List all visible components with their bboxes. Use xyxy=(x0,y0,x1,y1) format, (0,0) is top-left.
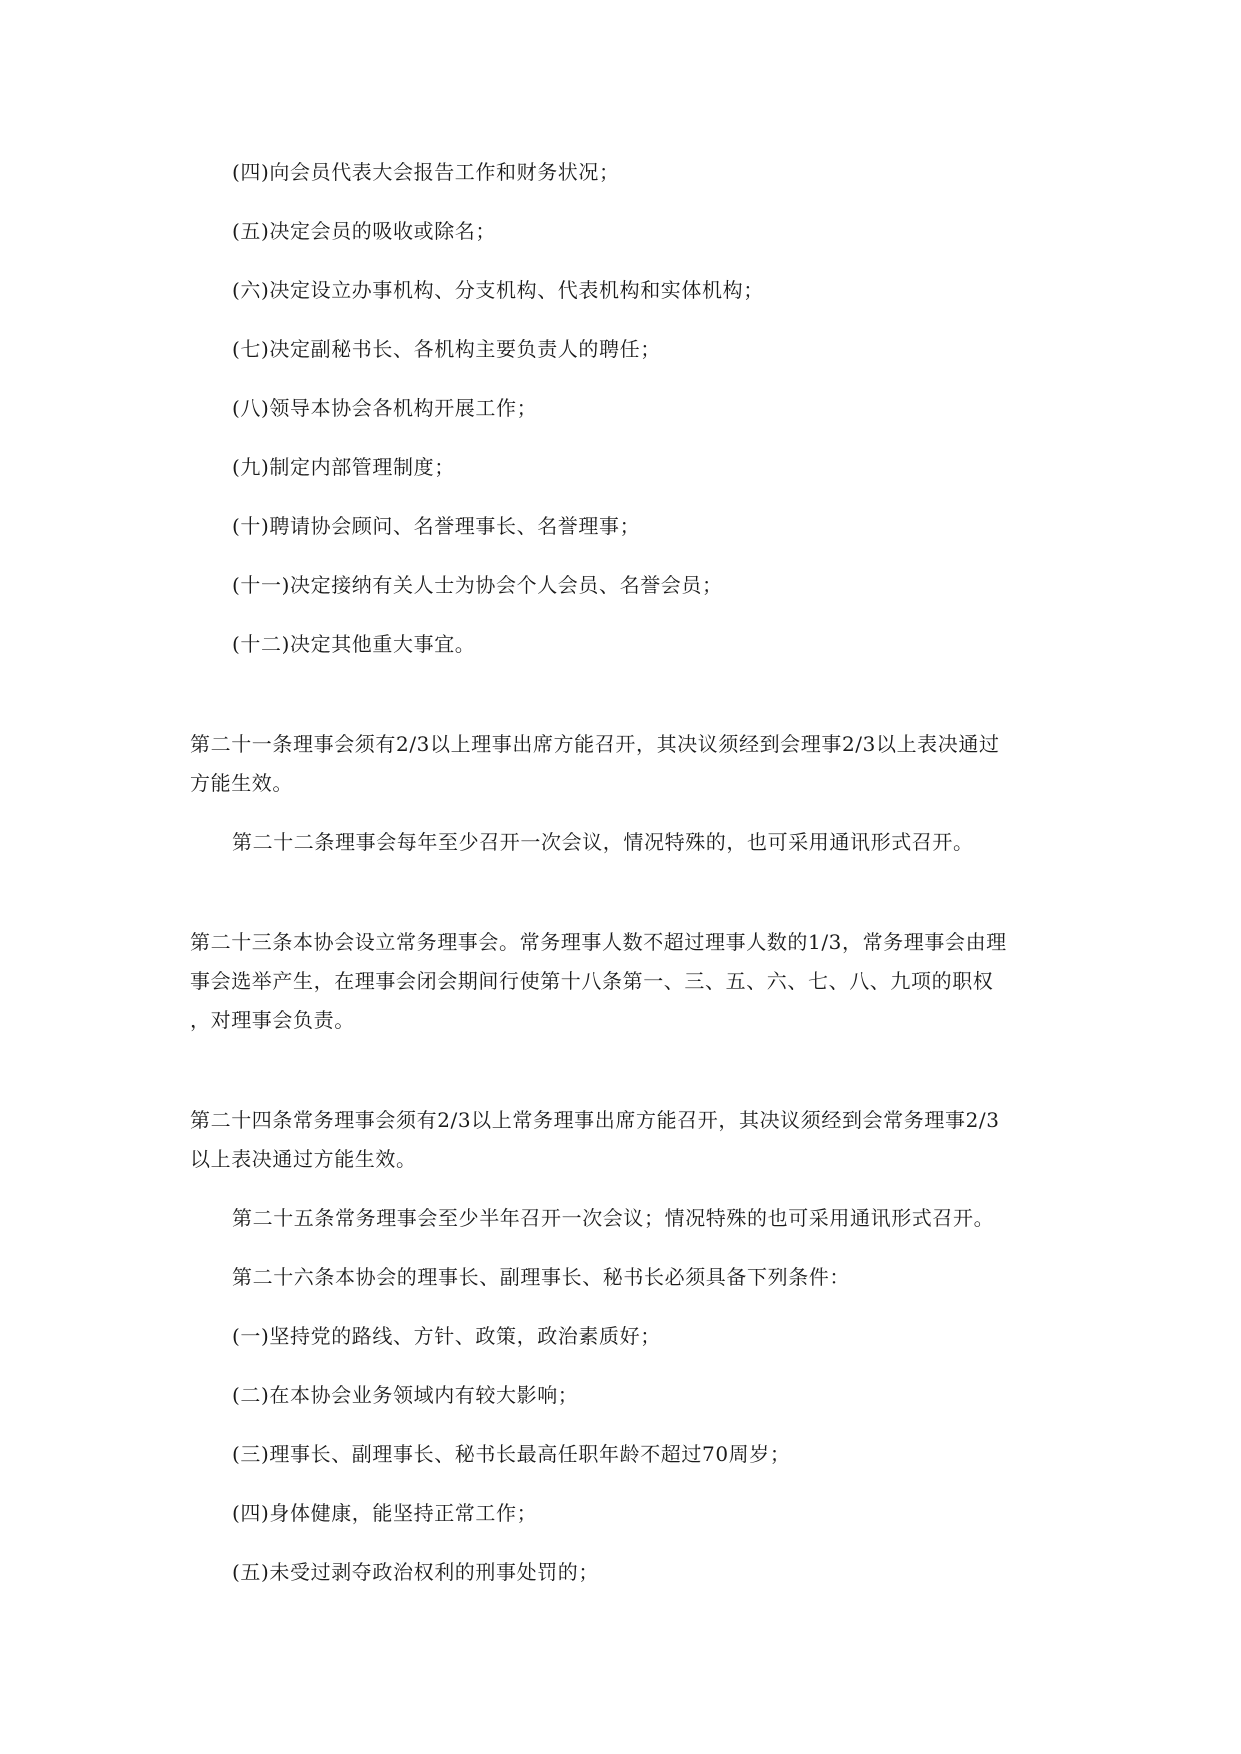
list-item-9: (九)制定内部管理制度； xyxy=(232,455,455,479)
list-item-7: (七)决定副秘书长、各机构主要负责人的聘任； xyxy=(232,337,661,361)
article-23-line-1: 第二十三条本协会设立常务理事会。常务理事人数不超过理事人数的1/3，常务理事会由理 xyxy=(190,930,1007,954)
condition-item-1: (一)坚持党的路线、方针、政策，政治素质好； xyxy=(232,1324,661,1348)
list-item-6: (六)决定设立办事机构、分支机构、代表机构和实体机构； xyxy=(232,278,764,302)
list-item-12: (十二)决定其他重大事宜。 xyxy=(232,632,476,656)
list-item-8: (八)领导本协会各机构开展工作； xyxy=(232,396,538,420)
condition-item-2: (二)在本协会业务领域内有较大影响； xyxy=(232,1383,579,1407)
article-24-line-1: 第二十四条常务理事会须有2/3以上常务理事出席方能召开，其决议须经到会常务理事2/3 xyxy=(190,1108,1000,1132)
article-23-line-2: 事会选举产生，在理事会闭会期间行使第十八条第一、三、五、六、七、八、九项的职权 xyxy=(190,969,994,993)
article-23-line-3: ，对理事会负责。 xyxy=(190,1008,355,1032)
list-item-4: (四)向会员代表大会报告工作和财务状况； xyxy=(232,160,620,184)
article-21-line-2: 方能生效。 xyxy=(190,771,293,795)
list-item-10: (十)聘请协会顾问、名誉理事长、名誉理事； xyxy=(232,514,641,538)
article-25: 第二十五条常务理事会至少半年召开一次会议；情况特殊的也可采用通讯形式召开。 xyxy=(232,1206,995,1230)
condition-item-3: (三)理事长、副理事长、秘书长最高任职年龄不超过70周岁； xyxy=(232,1442,791,1466)
list-item-11: (十一)决定接纳有关人士为协会个人会员、名誉会员； xyxy=(232,573,723,597)
condition-item-5: (五)未受过剥夺政治权利的刑事处罚的； xyxy=(232,1560,600,1584)
article-21-line-1: 第二十一条理事会须有2/3以上理事出席方能召开，其决议须经到会理事2/3以上表决通过 xyxy=(190,732,1000,756)
article-24-line-2: 以上表决通过方能生效。 xyxy=(190,1147,417,1171)
condition-item-4: (四)身体健康，能坚持正常工作； xyxy=(232,1501,538,1525)
article-22: 第二十二条理事会每年至少召开一次会议，情况特殊的，也可采用通讯形式召开。 xyxy=(232,830,974,854)
list-item-5: (五)决定会员的吸收或除名； xyxy=(232,219,497,243)
article-26: 第二十六条本协会的理事长、副理事长、秘书长必须具备下列条件： xyxy=(232,1265,850,1289)
